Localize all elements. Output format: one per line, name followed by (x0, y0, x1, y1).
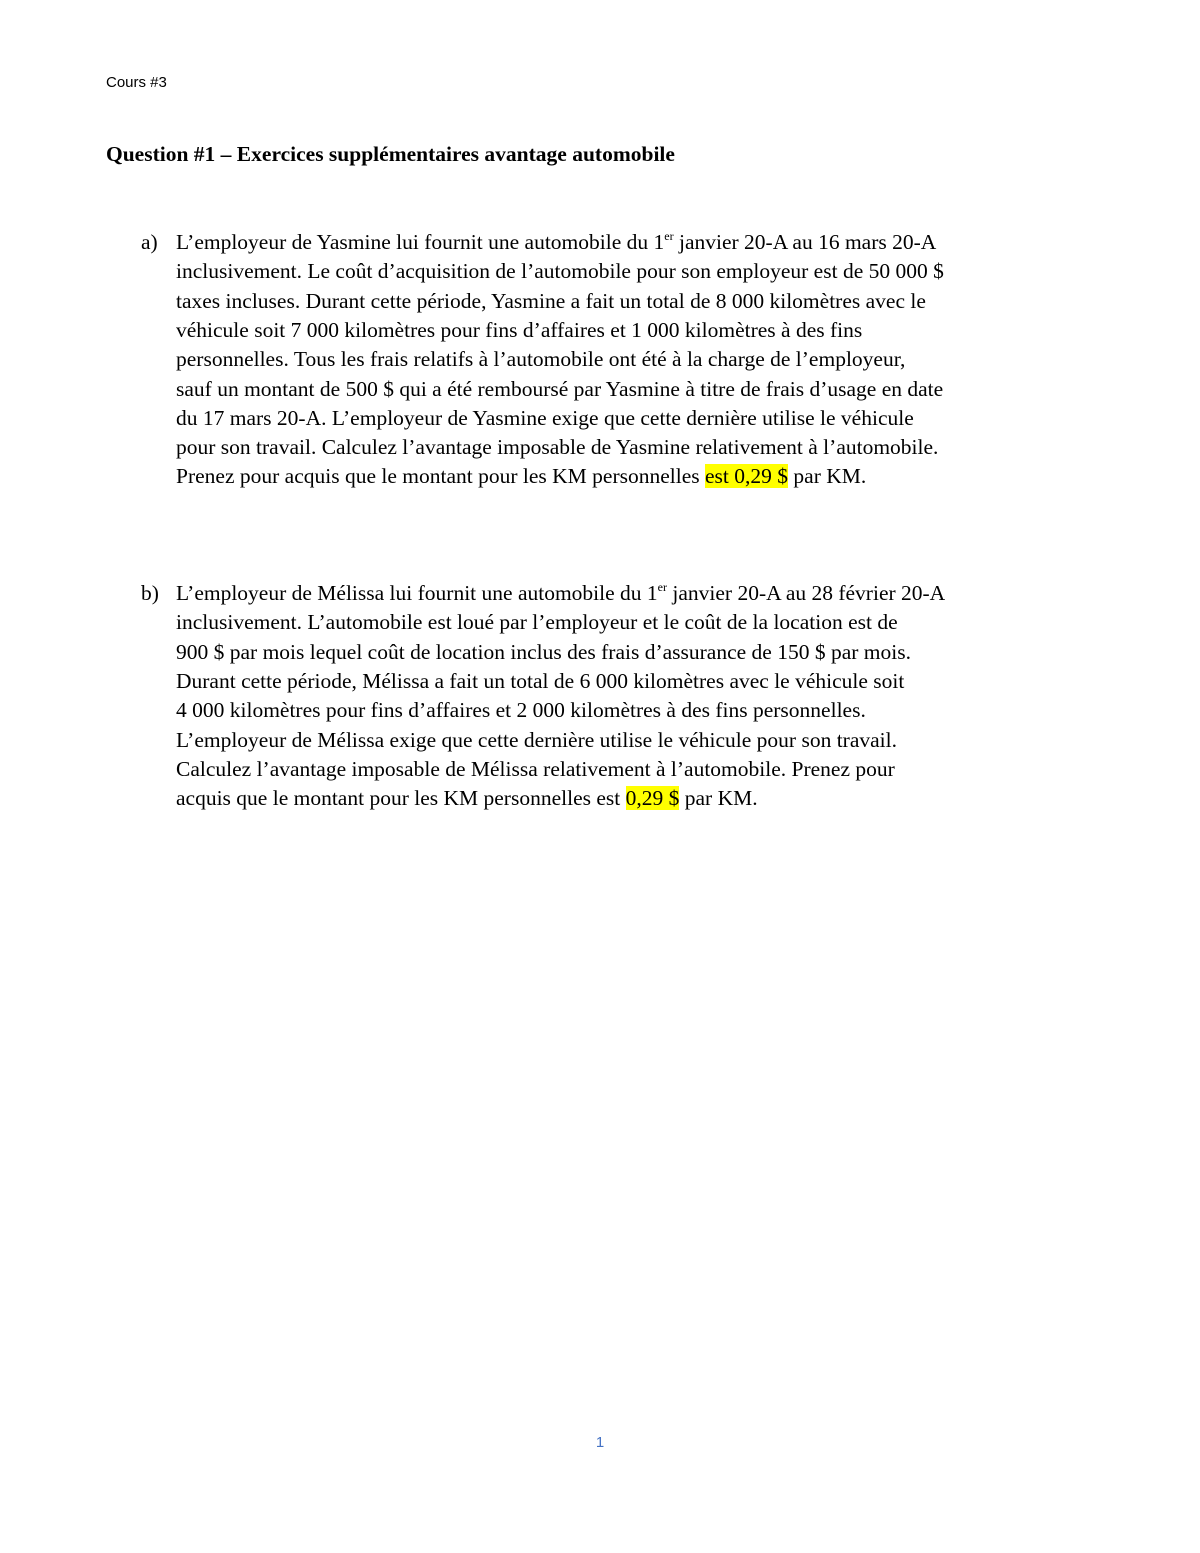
exercise-a-line-3: taxes incluses. Durant cette période, Yasmine a fait un total de 8 000 kilomètres avec le (176, 288, 926, 313)
exercise-b-line-2: inclusivement. L’automobile est loué par l’employeur et le coût de la location est de (176, 610, 898, 635)
exercise-a-line-9: Prenez pour acquis que le montant pour les KM personnelles est 0,29 $ par KM. (176, 464, 867, 489)
exercise-b-line-1: L’employeur de Mélissa lui fournit une automobile du 1er janvier 20-A au 28 février 20-A (176, 580, 946, 605)
highlighted-rate: 0,29 $ (625, 786, 680, 811)
page-header: Cours #3 (106, 74, 167, 91)
exercise-b-marker: b) (141, 581, 159, 605)
page-number: 1 (595, 1434, 605, 1451)
exercise-a-line-6: sauf un montant de 500 $ qui a été remboursé par Yasmine à titre de frais d’usage en date (176, 376, 944, 401)
exercise-b-line-5: 4 000 kilomètres pour fins d’affaires et 2 000 kilomètres à des fins personnelles. (176, 698, 866, 723)
exercise-b-line-3: 900 $ par mois lequel coût de location inclus des frais d’assurance de 150 $ par mois. (176, 639, 911, 664)
question-title: Question #1 – Exercices supplémentaires avantage automobile (106, 142, 675, 166)
superscript-er: er (657, 580, 667, 594)
exercise-b-line-6: L’employeur de Mélissa exige que cette dernière utilise le véhicule pour son travail. (176, 727, 897, 752)
highlighted-rate: est 0,29 $ (705, 464, 789, 489)
exercise-a-line-7: du 17 mars 20-A. L’employeur de Yasmine exige que cette dernière utilise le véhicule (176, 405, 914, 430)
exercise-a-line-4: véhicule soit 7 000 kilomètres pour fins d’affaires et 1 000 kilomètres à des fins (176, 317, 863, 342)
exercise-a-line-8: pour son travail. Calculez l’avantage imposable de Yasmine relativement à l’automobile. (176, 435, 939, 460)
exercise-a-line-1: L’employeur de Yasmine lui fournit une automobile du 1er janvier 20-A au 16 mars 20-A (176, 229, 937, 254)
exercise-a-marker: a) (141, 230, 158, 254)
superscript-er: er (664, 229, 674, 243)
exercise-a-line-5: personnelles. Tous les frais relatifs à l’automobile ont été à la charge de l’employeur, (176, 347, 906, 372)
exercise-b-line-4: Durant cette période, Mélissa a fait un total de 6 000 kilomètres avec le véhicule soit (176, 668, 905, 693)
exercise-b-line-7: Calculez l’avantage imposable de Mélissa relativement à l’automobile. Prenez pour (176, 756, 895, 781)
exercise-b-line-8: acquis que le montant pour les KM personnelles est 0,29 $ par KM. (176, 786, 758, 811)
exercise-a-line-2: inclusivement. Le coût d’acquisition de l’automobile pour son employeur est de 50 000 $ (176, 259, 944, 284)
